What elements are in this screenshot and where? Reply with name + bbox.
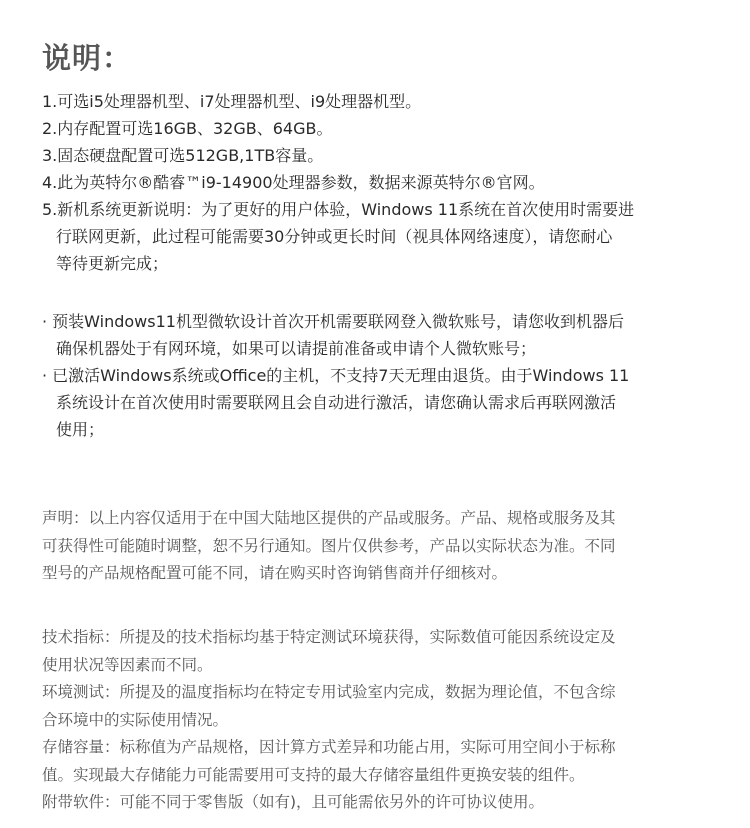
notice-line-2: 可获得性可能随时调整，恕不另行通知。图片仅供参考，产品以实际状态为准。不同 [42, 536, 616, 555]
note-env-line-2: 合环境中的实际使用情况。 [42, 710, 229, 729]
note-env-line-1: 环境测试：所提及的温度指标均在特定专用试验室内完成，数据为理论值，不包含综 [42, 683, 616, 701]
spec-item-update-line-1: 5.新机系统更新说明：为了更好的用户体验，Windows 11系统在首次使用时需要进 [42, 200, 635, 219]
bullet-account-line-1: · 预装Windows11机型微软设计首次开机需要联网登入微软账号，请您收到机器后 [42, 312, 624, 331]
spec-item-update-line-2: 行联网更新，此过程可能需要30分钟或更长时间（视具体网络速度），请您耐心 [56, 227, 613, 246]
bullet-activation-line-1: · 已激活Windows系统或Office的主机，不支持7天无理由退货。由于Windows 11 [42, 366, 630, 385]
note-storage-line-2: 值。实现最大存储能力可能需要用可支持的最大存储容量组件更换安装的组件。 [42, 765, 585, 784]
note-storage-line-1: 存储容量：标称值为产品规格，因计算方式差异和功能占用，实际可用空间小于标称 [42, 738, 616, 756]
bullet-activation-line-2: 系统设计在首次使用时需要联网且会自动进行激活，请您确认需求后再联网激活 [56, 393, 617, 412]
spec-item-ssd: 3.固态硬盘配置可选512GB,1TB容量。 [42, 146, 324, 165]
windows-notes [42, 308, 718, 443]
bullet-activation-line-3: 使用； [56, 420, 105, 439]
spec-item-update-line-3: 等待更新完成； [56, 254, 169, 273]
page-heading: 说明： [42, 41, 133, 75]
spec-item-memory: 2.内存配置可选16GB、32GB、64GB。 [42, 119, 333, 138]
spec-item-processor-source: 4.此为英特尔®酷睿™i9-14900处理器参数，数据来源英特尔®官网。 [42, 173, 545, 192]
spec-list [42, 88, 718, 277]
spec-item-cpu: 1.可选i5处理器机型、i7处理器机型、i9处理器机型。 [42, 92, 422, 111]
notice-line-1: 声明：以上内容仅适用于在中国大陆地区提供的产品或服务。产品、规格或服务及其 [42, 509, 616, 527]
note-tech-line-2: 使用状况等因素而不同。 [42, 655, 213, 674]
bullet-account-line-2: 确保机器处于有网环境，如果可以请提前准备或申请个人微软账号； [56, 339, 537, 358]
technical-notes [42, 624, 718, 817]
note-tech-line-1: 技术指标：所提及的技术指标均基于特定测试环境获得，实际数值可能因系统设定及 [42, 628, 616, 646]
disclaimer-notice [42, 505, 718, 588]
note-software-line-1: 附带软件：可能不同于零售版（如有)，且可能需依另外的许可协议使用。 [42, 793, 545, 811]
notice-line-3: 型号的产品规格配置可能不同，请在购买时咨询销售商并仔细核对。 [42, 564, 508, 582]
